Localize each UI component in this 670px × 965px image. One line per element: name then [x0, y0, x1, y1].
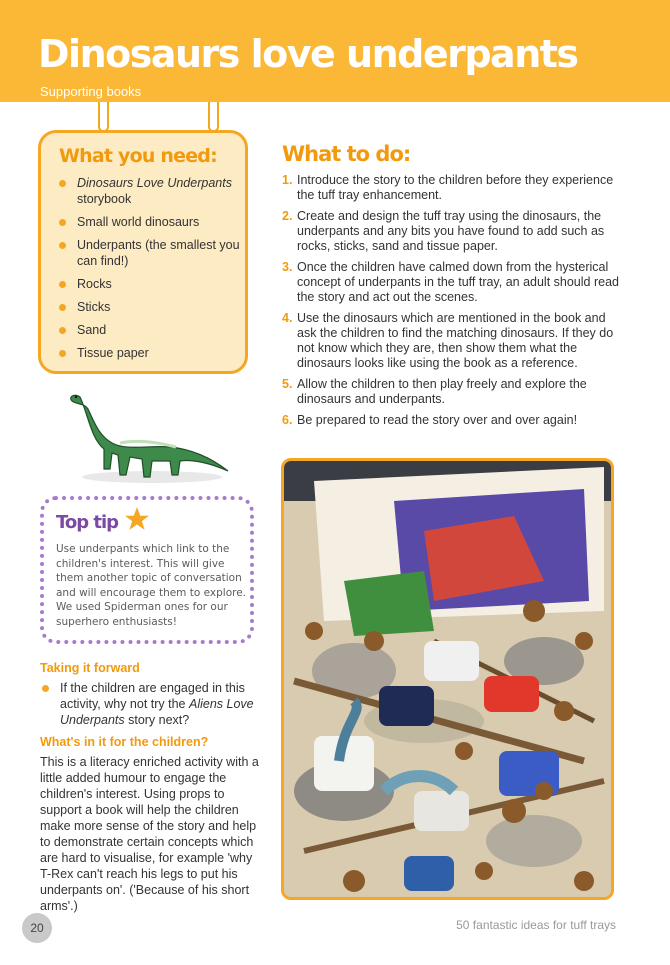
footer-book-title: 50 fantastic ideas for tuff trays: [456, 918, 616, 932]
what-to-do-title: What to do:: [282, 142, 411, 166]
page-number: 20: [22, 913, 52, 943]
step-item: [282, 209, 622, 254]
hanging-tab: [98, 102, 109, 132]
forward-text-end: story next?: [124, 713, 190, 727]
taking-it-forward-item: [40, 680, 255, 728]
whats-in-it-text: This is a literacy enriched activity with a little added humour to engage the children's interest. Using props to support a book will help the children make more sense of the story and help to demonstrate certain concepts which are hard to visualise, for example 'why T-Rex can't reach his legs to put his underpants on'. ('Because of his short arms'.): [40, 755, 259, 913]
book-title: Dinosaurs Love Underpants: [77, 176, 232, 190]
need-list: [57, 175, 242, 368]
step-number: 5.: [282, 377, 293, 391]
step-number: 3.: [282, 260, 293, 274]
what-you-need-box: [38, 130, 248, 374]
step-number: 2.: [282, 209, 293, 223]
steps-list: [282, 173, 622, 434]
list-item: [57, 175, 242, 207]
step-item: [282, 413, 622, 428]
list-item: Tissue paper: [57, 345, 242, 361]
step-item: [282, 260, 622, 305]
dinosaur-toy-image: [60, 385, 230, 485]
tuff-tray-photo: [281, 458, 614, 900]
header-banner: [0, 0, 670, 102]
step-item: [282, 173, 622, 203]
top-tip-text: Use underpants which link to the children's interest. This will give them another topic of conversation and will encourage them to explore. We used Spiderman ones for our superhero enthusiasts!: [56, 543, 247, 628]
step-number: 1.: [282, 173, 293, 187]
step-text: Once the children have calmed down from the hysterical concept of underpants in the tuff tray, an adult should read the story and act out the scenes.: [297, 260, 619, 304]
step-number: 4.: [282, 311, 293, 325]
step-item: [282, 377, 622, 407]
what-you-need-title: What you need:: [59, 145, 217, 167]
list-item: Sand: [57, 322, 242, 338]
step-text: Use the dinosaurs which are mentioned in the book and ask the children to find the matching dinosaurs. If they do not know which they are, then show them what the dinosaurs looks like using the book as a reference.: [297, 311, 614, 370]
step-item: [282, 311, 622, 371]
top-tip-box: [40, 496, 254, 644]
whats-in-it-heading: What's in it for the children?: [40, 735, 209, 749]
step-number: 6.: [282, 413, 293, 427]
star-icon: [124, 506, 150, 532]
list-item: Underpants (the smallest you can find!): [57, 237, 242, 269]
step-text: Create and design the tuff tray using the dinosaurs, the underpants and any bits you have found to add such as rocks, sticks, sand and tissue paper.: [297, 209, 605, 253]
list-item: Small world dinosaurs: [57, 214, 242, 230]
forward-text-start: If the children are engaged in this activity, why not try the: [60, 681, 245, 711]
page-subtitle: Supporting books: [40, 84, 142, 99]
list-item: Rocks: [57, 276, 242, 292]
step-text: Allow the children to then play freely and explore the dinosaurs and underpants.: [297, 377, 587, 406]
step-text: Be prepared to read the story over and over again!: [297, 413, 578, 427]
book-title-rest: storybook: [77, 192, 132, 206]
page-title: Dinosaurs love underpants: [38, 32, 578, 76]
hanging-tab: [208, 102, 219, 132]
step-text: Introduce the story to the children before they experience the tuff tray enhancement.: [297, 173, 614, 202]
taking-it-forward-heading: Taking it forward: [40, 661, 140, 675]
top-tip-title: Top tip: [56, 512, 119, 533]
forward-book-title: Aliens Love Underpants: [60, 697, 254, 727]
tuff-tray-scene: [284, 461, 614, 900]
list-item: Sticks: [57, 299, 242, 315]
